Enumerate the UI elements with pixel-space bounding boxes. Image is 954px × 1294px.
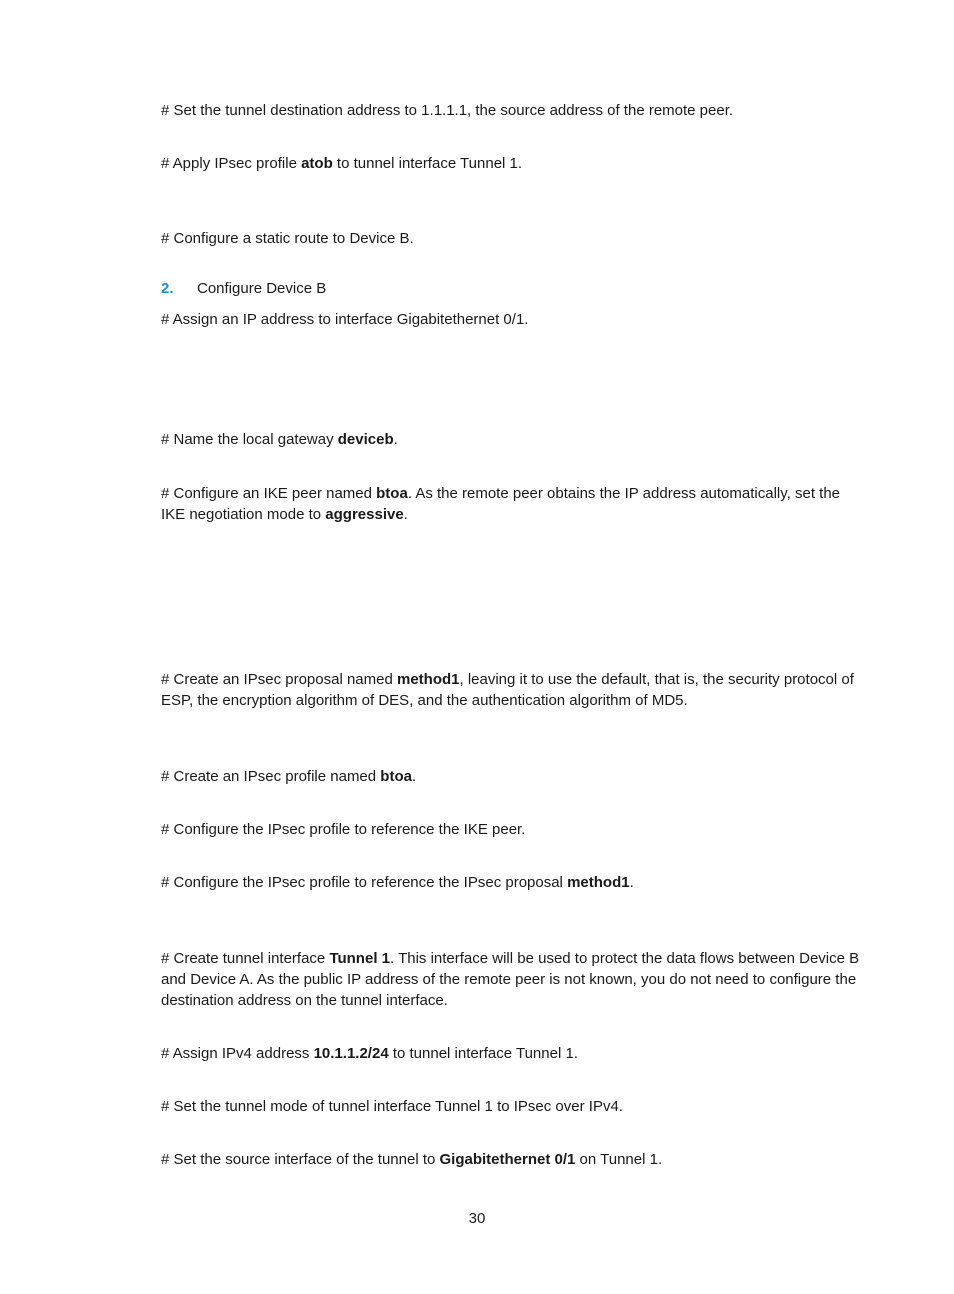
text-run: .	[411, 768, 417, 785]
bold-term: aggressive	[325, 506, 404, 523]
paragraph	[161, 1149, 865, 1170]
bold-term: method1	[567, 874, 630, 891]
bold-term: Gigabitethernet 0/1	[439, 1151, 576, 1168]
paragraph	[161, 429, 865, 450]
text-run: # Configure a static route to Device B.	[161, 230, 414, 247]
paragraph	[161, 1043, 865, 1064]
paragraph	[161, 872, 865, 893]
text-run: # Set the source interface of the tunnel to	[161, 1151, 440, 1168]
bold-term: btoa	[376, 485, 408, 502]
text-run: # Set the tunnel destination address to 1.1.1.1, the source address of the remote peer.	[161, 102, 734, 119]
step-number: 2.	[161, 280, 174, 297]
text-run: # Create tunnel interface	[161, 950, 330, 967]
text-run: # Apply IPsec profile	[161, 155, 302, 172]
page-number: 30	[468, 1210, 486, 1227]
bold-term: deviceb	[337, 431, 394, 448]
text-run: . This interface will be used to protect the data flows between Device B and Device A. As the public IP address of the remote peer is not known, you do not need to configure the destination address on the tunnel interface.	[161, 950, 860, 1009]
text-run: # Configure the IPsec profile to reference the IPsec proposal	[161, 874, 568, 891]
bold-term: btoa	[380, 768, 412, 785]
text-run: .	[403, 506, 408, 523]
paragraph	[161, 669, 865, 711]
text-run: # Assign an IP address to interface Gigabitethernet 0/1.	[161, 311, 529, 328]
text-run: , leaving it to use the default, that is, the security protocol of ESP, the encryption algorithm of DES, and the authentication algorithm of MD5.	[161, 671, 854, 709]
step-label: Configure Device B	[197, 280, 327, 297]
text-run: # Create an IPsec profile named	[161, 768, 381, 785]
bold-term: 10.1.1.2/24	[313, 1045, 389, 1062]
text-run: # Configure the IPsec profile to reference the IKE peer.	[161, 821, 526, 838]
paragraph	[161, 309, 865, 330]
text-run: # Assign IPv4 address	[161, 1045, 314, 1062]
step-heading	[161, 278, 326, 299]
text-run: . As the remote peer obtains the IP address automatically, set the IKE negotiation mode to	[161, 485, 840, 523]
paragraph	[161, 948, 865, 1011]
paragraph	[161, 766, 865, 787]
text-run: # Name the local gateway	[161, 431, 338, 448]
paragraph	[161, 100, 865, 121]
bold-term: Tunnel 1	[329, 950, 390, 967]
text-run: .	[629, 874, 634, 891]
text-run: on Tunnel 1.	[575, 1151, 663, 1168]
bold-term: atob	[301, 155, 333, 172]
bold-term: method1	[396, 671, 460, 688]
text-run: # Create an IPsec proposal named	[161, 671, 397, 688]
paragraph	[161, 153, 865, 174]
paragraph	[161, 228, 865, 249]
paragraph	[161, 1096, 865, 1117]
text-run: # Set the tunnel mode of tunnel interface Tunnel 1 to IPsec over IPv4.	[161, 1098, 623, 1115]
text-run: # Configure an IKE peer named	[161, 485, 377, 502]
paragraph	[161, 483, 865, 525]
text-run: .	[393, 431, 398, 448]
text-run: to tunnel interface Tunnel 1.	[332, 155, 523, 172]
paragraph	[161, 819, 865, 840]
text-run: to tunnel interface Tunnel 1.	[388, 1045, 578, 1062]
